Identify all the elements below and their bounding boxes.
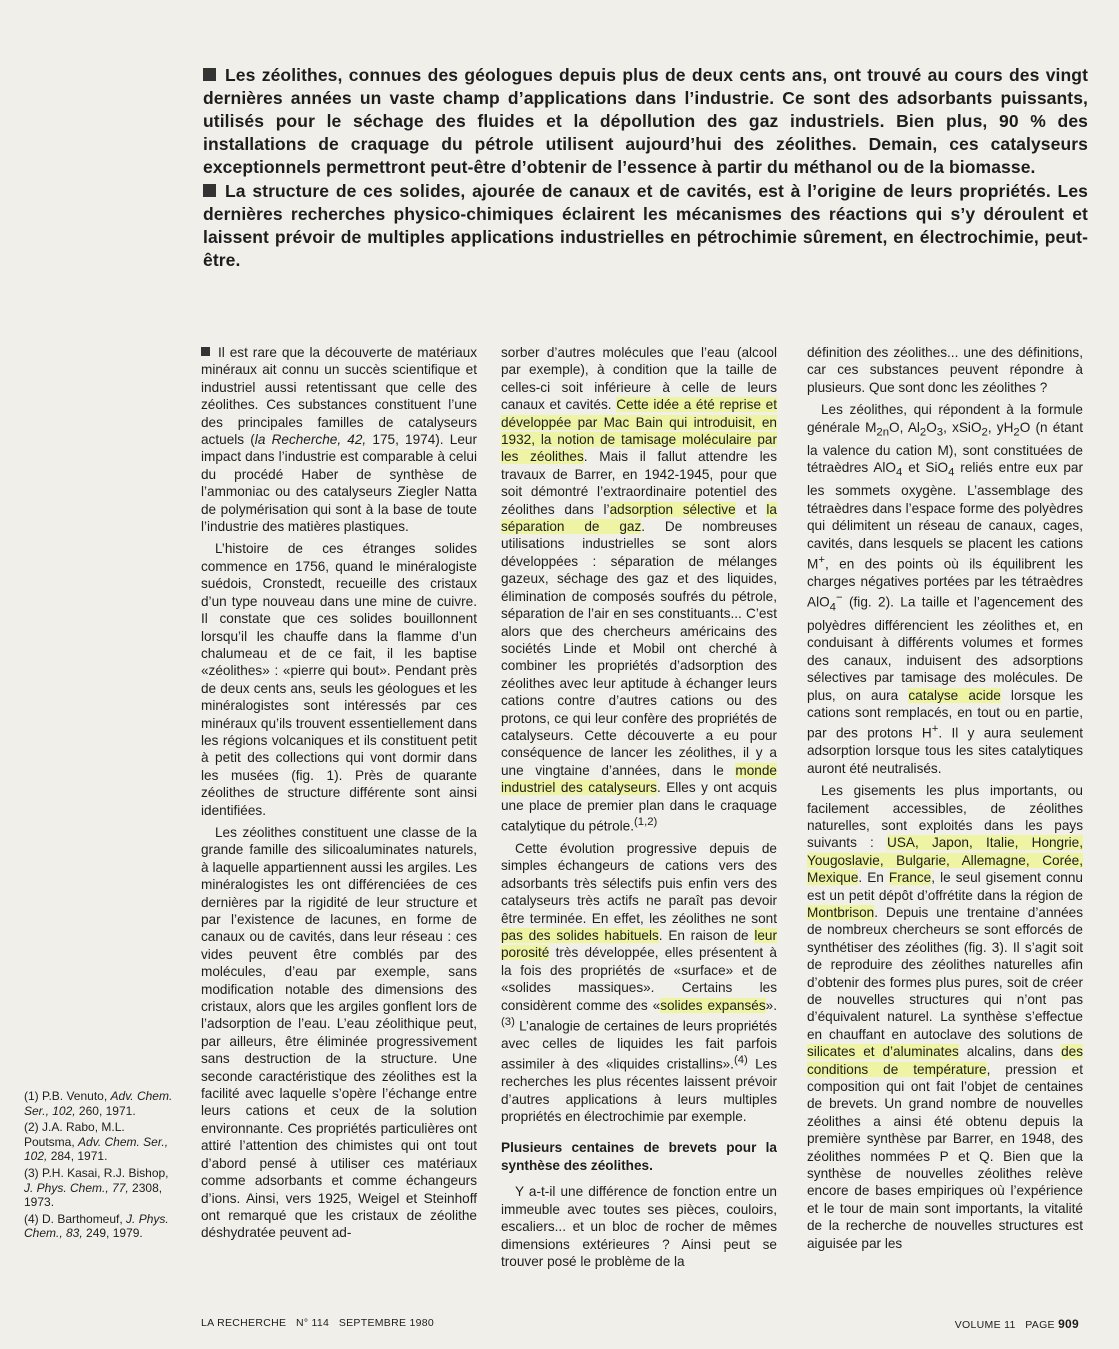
highlight: la séparation de gaz (501, 501, 777, 535)
highlight: pas des solides habituels (501, 927, 659, 943)
reference-note: (3) P.H. Kasai, R.J. Bishop, J. Phys. Chem., 77, 2308, 1973. (24, 1165, 169, 1210)
highlight: catalyse acide (908, 687, 1001, 703)
highlight: France (888, 870, 932, 886)
highlight: solides expansés (660, 997, 766, 1013)
reference-note: (4) D. Barthomeuf, J. Phys. Chem., 83, 249, 1979. (24, 1211, 169, 1241)
paragraph: Les gisements les plus importants, ou facilement accessibles, de zéolithes naturelles, sont exploités dans les pays suivants : USA, Japon, Italie, Hongrie, Yougoslavie, Bulgarie, Allemagne, Corée, Mexique. En France, le seul gisement connu est un petit dépôt d’offrétite dans la région de Montbrison. Depuis une trentaine d’années de nombreux chercheurs se sont efforcés de synthétiser des zéolithes (fig. 3). Il s’agit soit de reproduire des zéolithes naturelles afin d’obtenir des formes plus pures, soit de créer de nouvelles structures qui n’ont pas d’équivalent naturel. La synthèse s’effectue en chauffant en autoclave des solutions de silicates et d’aluminates alcalins, dans des conditions de température, pression et composition qui ont fait l’objet de centaines de brevets. Un grand nombre de nouvelles zéolithes a ainsi été obtenu depuis la première synthèse par Barrer, en 1948, des zéolithes nommées P et Q. Bien que la synthèse de nouvelles zéolithes relève encore de bases empiriques où l’expérience et le tour de main sont importants, la vitalité de la recherche de nouvelles structures est aiguisée par les (807, 783, 1084, 1251)
paragraph: Cette évolution progressive depuis de simples échangeurs de cations vers des adsorbants très sélectifs puis enfin vers des catalyseurs très actifs ne paraît pas devoir être terminée. En effet, les zéolithes ne sont pas des solides habituels. En raison de leur porosité très développée, elles présentent à la fois des propriétés de «surface» et de «solides massiques». Certains les considèrent comme des «solides expansés».$^{(3)}$ L’analogie de certaines de leurs propriétés avec celles de liquides les fait parfois assimiler à des «liquides cristallins».$^{(4)}$ Les recherches les plus récentes laissent prévoir d’autres applications à leurs multiples propriétés en électrochimie par exemple. (501, 840, 777, 1125)
paragraph: Il est rare que la découverte de matériaux minéraux ait connu un succès scientifique et industriel aussi retentissant que celle des zéolithes. Ces substances constituent l’une des principales familles de catalyseurs actuels (la Recherche, 42, 175, 1974). Leur impact dans l’industrie est comparable à celui du procédé Haber de synthèse de l’ammoniac ou des catalyseurs Ziegler Natta de polymérisation qui sont à la base de toute l’industrie des matières plastiques. (201, 345, 477, 535)
section-heading: Plusieurs centaines de brevets pour la synthèse des zéolithes. (501, 1140, 777, 1173)
highlight: Cette idée a été reprise et développée par Mac Bain qui introduisit, en 1932, la notion de tamisage moléculaire par les zéolithes (501, 397, 778, 465)
highlight: adsorption sélective (609, 501, 736, 517)
reference-note: (2) J.A. Rabo, M.L. Poutsma, Adv. Chem. Ser., 102, 284, 1971. (24, 1120, 169, 1164)
square-bullet-icon (203, 68, 216, 81)
column-3 (807, 344, 1083, 1252)
footer-page-number: VOLUME 11 PAGE 909 (954, 1317, 1079, 1331)
paragraph: sorber d’autres molécules que l’eau (alcool par exemple), à condition que la taille de celles-ci soit inférieure à celle de leurs canaux et cavités. Cette idée a été reprise et développée par Mac Bain qui introduisit, en 1932, la notion de tamisage moléculaire par les zéolithes. Mais il fallut attendre les travaux de Barrer, en 1942-1945, pour que soit démontré l’extraordinaire potentiel des zéolithes dans l’adsorption sélective et la séparation de gaz. De nombreuses utilisations industrielles se sont alors développées : séparation de mélanges gazeux, séchage des gaz et des liquides, élimination de composés soufrés du pétrole, séparation de l’air en ses constituants... C’est alors que des chercheurs américains des sociétés Linde et Mobil ont cherché à combiner les propriétés d’adsorption des zéolithes avec leur aptitude à échanger leurs cations contre d’autres cations ou des protons, ce qui leur confère des propriétés de catalyseurs. Cette découverte a eu pour conséquence de lancer les zéolithes, il y a une vingtaine d’années, dans le monde industriel des catalyseurs. Elles y ont acquis une place de premier plan dans le craquage catalytique du pétrole.$^{(1,2)}$ (501, 345, 778, 834)
reference-marker: (1,2) (634, 815, 658, 828)
column-2 (501, 344, 777, 1270)
reference-note: (1) P.B. Venuto, Adv. Chem. Ser., 102, 260, 1971. (24, 1089, 173, 1118)
lead-paragraph (203, 64, 1088, 273)
highlight: des conditions de température (807, 1044, 1083, 1077)
paragraph: définition des zéolithes... une des définitions, car ces substances peuvent répondre à plusieurs. Que sont donc les zéolithes ? (807, 345, 1083, 395)
highlight: leur porosité (501, 927, 777, 961)
highlight: USA, Japon, Italie, Hongrie, Yougoslavie, Bulgarie, Allemagne, Corée, Mexique (807, 835, 1084, 886)
lead-paragraph-1: Les zéolithes, connues des géologues depuis plus de deux cents ans, ont trouvé au cours des vingt dernières années un vaste champ d’applications dans l’industrie. Ce sont des adsorbants puissants, utilisés pour le séchage des fluides et la dépollution des gaz industriels. Bien plus, 90 % des installations de craquage du pétrole utilisent aujourd’hui des zéolithes. Demain, ces catalyseurs exceptionnels permettront peut-être d’obtenir de l’essence à partir du méthanol ou de la biomasse. (203, 65, 1088, 177)
lead-paragraph-2: La structure de ces solides, ajourée de canaux et de cavités, est à l’origine de leurs propriétés. Les dernières recherches physico-chimiques éclairent les mécanismes des réactions qui s’y déroulent et laissent prévoir de multiples applications industrielles en pétrochimie sûrement, en électrochimie, peut-être. (203, 181, 1088, 270)
highlight: silicates et d’aluminates (807, 1044, 959, 1060)
highlight: monde industriel des catalyseurs (501, 762, 777, 796)
square-bullet-icon (203, 184, 216, 197)
references-notes (24, 1089, 174, 1243)
paragraph: L’histoire de ces étranges solides commence en 1756, quand le minéralogiste suédois, Cronstedt, recueille des cristaux d’un type nouveau dans une mine de cuivre. Il constate que ces solides bouillonnent lorsqu’il les chauffe dans la flamme d’un chalumeau et de ce fait, il les baptise «zéolithes» : «pierre qui bout». Pendant près de deux cents ans, seuls les géologues et les minéralogistes sont intéressés par ces minéraux qu’ils trouvent essentiellement dans les régions volcaniques et ils constituent petit à petit des collections qui vont dormir dans les musées (fig. 1). Près de quarante zéolithes de structure différente sont ainsi identifiées. (201, 541, 477, 818)
reference-marker: (3) (501, 1015, 515, 1028)
paragraph: Les zéolithes constituent une classe de la grande famille des silicoaluminates naturels, à laquelle appartiennent aussi les argiles. Les minéralogistes les ont différenciées de ces dernières par la rigidité de leur structure et par l’existence de lacunes, en forme de canaux ou de cavités, dans leur réseau : ces vides peuvent être comblés par des molécules, d’eau par exemple, sans modification notable des dimensions des cristaux, alors que les argiles gonflent lors de l’adsorption de l’eau. L’eau zéolithique peut, par ailleurs, être éliminée progressivement sans destruction de la structure. Une seconde caractéristique des zéolithes est la facilité avec laquelle s’opère l’échange entre leurs cations et ceux de la solution environnante. Ces propriétés particulières ont attiré l’attention des chimistes qui ont tout d’abord pensé à utiliser ces matériaux comme adsorbants et comme échangeurs d’ions. Ainsi, vers 1925, Weigel et Steinhoff ont remarqué que les cristaux de zéolithe déshydratée peuvent ad- (201, 824, 477, 1241)
paragraph: Y a-t-il une différence de fonction entre un immeuble avec toutes ses pièces, couloirs, escaliers... et un bloc de rocher de mêmes dimensions extérieures ? Ainsi peut se trouver posé le problème de la (501, 1184, 777, 1269)
footer-journal: LA RECHERCHE N° 114 SEPTEMBRE 1980 (201, 1317, 435, 1329)
square-bullet-icon (201, 347, 210, 356)
paragraph: Les zéolithes, qui répondent à la formule générale $M_{2n}O$, $Al_2O_3$, xSiO$_2$, $yH_2O$ (n étant la valence du cation M), sont constituées de tétraèdres AlO$_4$ et SiO$_4$ reliés entre eux par les sommets oxygène. L’assemblage des tétraèdres dans l’espace forme des polyèdres qui délimitent un réseau de canaux, cages, cavités, dans lesquels se placent les cations M+, en des points où ils équilibrent les charges négatives portées par les tétraèdres AlO$_4$− (fig. 2). La taille et l’agencement des polyèdres différencient les zéolithes et, en conduisant à différents volumes et formes des canaux, induisent des adsorptions sélectives par tamisage des molécules. De plus, on aura catalyse acide lorsque les cations sont remplacés, en tout ou en partie, par des protons H+. Il y aura seulement adsorption lorsque tous les sites catalytiques auront été neutralisés. (807, 402, 1083, 776)
highlight: Montbrison (807, 904, 875, 920)
column-1 (201, 344, 477, 1242)
reference-marker: (4) (733, 1054, 748, 1067)
